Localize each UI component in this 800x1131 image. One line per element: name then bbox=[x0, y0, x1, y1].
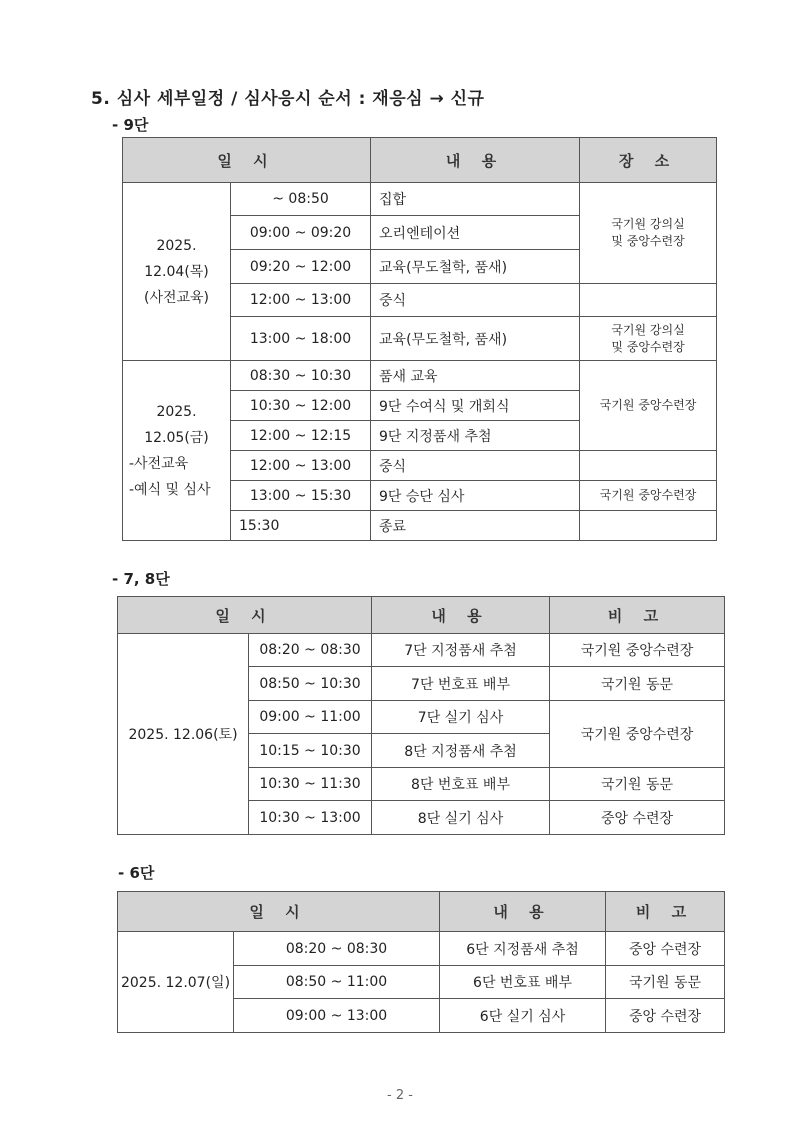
subtitle-78dan: - 7, 8단 bbox=[112, 570, 170, 588]
place-cell: 국기원 강의실 및 중앙수련장 bbox=[580, 183, 717, 284]
subtitle-9dan: - 9단 bbox=[112, 116, 149, 134]
place-cell-empty bbox=[580, 451, 717, 481]
header-place: 장 소 bbox=[580, 138, 717, 183]
schedule-table-9dan bbox=[122, 137, 717, 541]
content-cell: 8단 번호표 배부 bbox=[372, 768, 550, 801]
time-cell: 08:30 ~ 10:30 bbox=[231, 361, 371, 391]
section-title: 5. 심사 세부일정 / 심사응시 순서 : 재응심 → 신규 bbox=[91, 89, 485, 109]
time-cell: 08:20 ~ 08:30 bbox=[249, 634, 372, 667]
content-cell: 7단 지정품새 추첨 bbox=[372, 634, 550, 667]
date-cell: 2025. 12.04(목) (사전교육) bbox=[123, 183, 231, 361]
time-cell: 13:00 ~ 15:30 bbox=[231, 481, 371, 511]
time-cell: 08:20 ~ 08:30 bbox=[234, 932, 440, 966]
note-cell: 국기원 중앙수련장 bbox=[550, 634, 725, 667]
content-cell: 오리엔테이션 bbox=[371, 216, 580, 250]
header-datetime: 일 시 bbox=[123, 138, 371, 183]
table-row bbox=[123, 361, 717, 391]
content-cell: 중식 bbox=[371, 284, 580, 317]
time-cell: 09:20 ~ 12:00 bbox=[231, 250, 371, 284]
content-cell: 8단 지정품새 추첨 bbox=[372, 734, 550, 768]
content-cell: 8단 실기 심사 bbox=[372, 801, 550, 835]
date-cell: 2025. 12.05(금) -사전교육 -예식 및 심사 bbox=[123, 361, 231, 541]
time-cell: 08:50 ~ 10:30 bbox=[249, 667, 372, 701]
time-cell: 10:30 ~ 12:00 bbox=[231, 391, 371, 421]
table-row bbox=[123, 183, 717, 216]
content-cell: 교육(무도철학, 품새) bbox=[371, 317, 580, 361]
time-cell: 09:00 ~ 09:20 bbox=[231, 216, 371, 250]
time-cell: 10:15 ~ 10:30 bbox=[249, 734, 372, 768]
time-cell: 13:00 ~ 18:00 bbox=[231, 317, 371, 361]
table-row bbox=[118, 932, 725, 966]
time-cell: 12:00 ~ 12:15 bbox=[231, 421, 371, 451]
subtitle-6dan: - 6단 bbox=[118, 864, 155, 882]
note-cell: 국기원 동문 bbox=[550, 768, 725, 801]
date-cell: 2025. 12.07(일) bbox=[118, 932, 234, 1033]
time-cell: 12:00 ~ 13:00 bbox=[231, 451, 371, 481]
place-cell: 국기원 중앙수련장 bbox=[580, 481, 717, 511]
content-cell: 9단 지정품새 추첨 bbox=[371, 421, 580, 451]
time-cell: 12:00 ~ 13:00 bbox=[231, 284, 371, 317]
header-content: 내 용 bbox=[371, 138, 580, 183]
place-cell: 국기원 강의실 및 중앙수련장 bbox=[580, 317, 717, 361]
time-cell: 08:50 ~ 11:00 bbox=[234, 966, 440, 999]
content-cell: 7단 번호표 배부 bbox=[372, 667, 550, 701]
time-cell: 15:30 bbox=[231, 511, 371, 541]
place-cell-empty bbox=[580, 511, 717, 541]
table-row bbox=[118, 634, 725, 667]
schedule-table-6dan bbox=[117, 891, 725, 1033]
content-cell: 6단 번호표 배부 bbox=[440, 966, 606, 999]
note-cell: 중앙 수련장 bbox=[606, 932, 725, 966]
note-cell: 중앙 수련장 bbox=[550, 801, 725, 835]
content-cell: 중식 bbox=[371, 451, 580, 481]
time-cell: 09:00 ~ 11:00 bbox=[249, 701, 372, 734]
place-cell-empty bbox=[580, 284, 717, 317]
header-datetime: 일 시 bbox=[118, 892, 440, 932]
time-cell: 10:30 ~ 11:30 bbox=[249, 768, 372, 801]
header-content: 내 용 bbox=[372, 597, 550, 634]
content-cell: 6단 지정품새 추첨 bbox=[440, 932, 606, 966]
content-cell: 9단 수여식 및 개회식 bbox=[371, 391, 580, 421]
header-note: 비 고 bbox=[606, 892, 725, 932]
header-datetime: 일 시 bbox=[118, 597, 372, 634]
content-cell: 품새 교육 bbox=[371, 361, 580, 391]
note-cell: 중앙 수련장 bbox=[606, 999, 725, 1033]
place-cell: 국기원 중앙수련장 bbox=[580, 361, 717, 451]
content-cell: 교육(무도철학, 품새) bbox=[371, 250, 580, 284]
time-cell: 09:00 ~ 13:00 bbox=[234, 999, 440, 1033]
content-cell: 종료 bbox=[371, 511, 580, 541]
content-cell: 9단 승단 심사 bbox=[371, 481, 580, 511]
header-content: 내 용 bbox=[440, 892, 606, 932]
note-cell: 국기원 동문 bbox=[606, 966, 725, 999]
content-cell: 6단 실기 심사 bbox=[440, 999, 606, 1033]
note-cell: 국기원 동문 bbox=[550, 667, 725, 701]
content-cell: 7단 실기 심사 bbox=[372, 701, 550, 734]
content-cell: 집합 bbox=[371, 183, 580, 216]
schedule-table-78dan bbox=[117, 596, 725, 835]
time-cell: ~ 08:50 bbox=[231, 183, 371, 216]
header-note: 비 고 bbox=[550, 597, 725, 634]
time-cell: 10:30 ~ 13:00 bbox=[249, 801, 372, 835]
date-cell: 2025. 12.06(토) bbox=[118, 634, 249, 835]
note-cell: 국기원 중앙수련장 bbox=[550, 701, 725, 768]
page-number: - 2 - bbox=[387, 1088, 413, 1103]
